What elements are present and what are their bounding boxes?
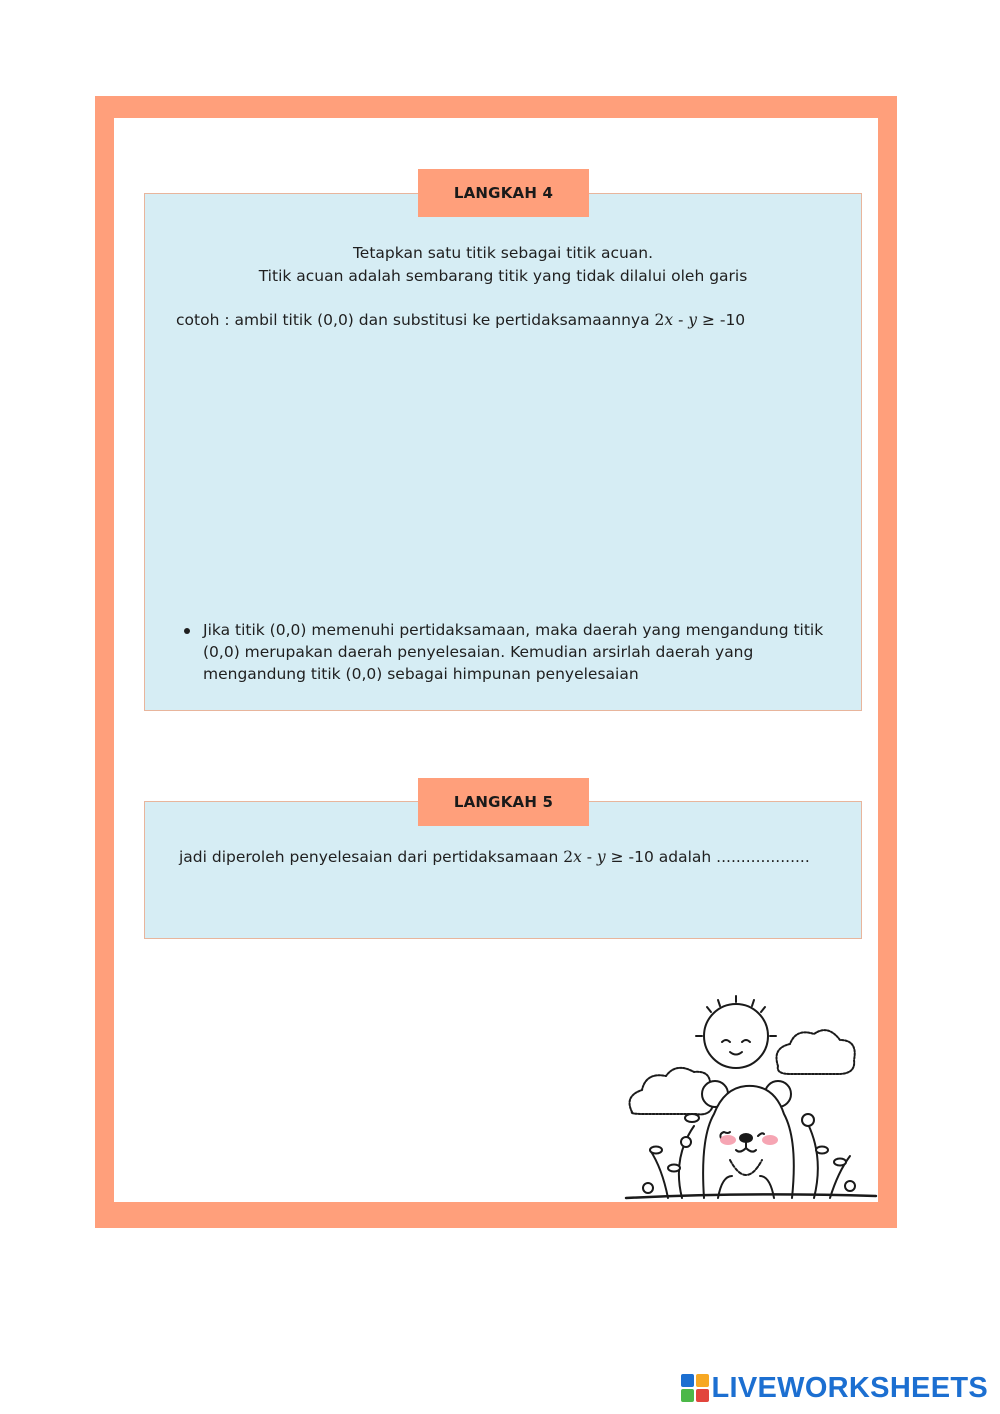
step4-title: LANGKAH 4	[418, 169, 589, 217]
ineq-coefficient: 2	[654, 311, 665, 329]
step4-inequality	[655, 311, 697, 329]
step5-inequality	[563, 848, 605, 866]
brand-name: LIVEWORKSHEETS	[711, 1372, 988, 1404]
ineq-minus: -	[581, 848, 597, 866]
ineq-x: x	[573, 848, 582, 866]
plant-icon	[802, 1114, 855, 1198]
ineq-rhs: ≥ -10	[697, 311, 746, 329]
bear-icon	[702, 1081, 794, 1198]
step4-example	[176, 309, 745, 332]
cloud-icon	[777, 1030, 855, 1074]
bear-illustration	[618, 990, 880, 1204]
sun-icon	[696, 996, 776, 1068]
step4-intro-line2: Titik acuan adalah sembarang titik yang tidak dilalui oleh garis	[258, 267, 748, 285]
brand-logo[interactable]	[681, 1373, 989, 1403]
bullet-icon	[184, 628, 190, 634]
step4-example-text: cotoh : ambil titik (0,0) dan substitusi ke pertidaksamaannya	[176, 311, 655, 329]
plant-icon	[643, 1114, 699, 1198]
step5-title: LANGKAH 5	[418, 778, 589, 826]
step4-bullet-text: Jika titik (0,0) memenuhi pertidaksamaan, maka daerah yang mengandung titik (0,0) merupakan daerah penyelesaian. Kemudian arsirlah daerah yang mengandung titik (0,0) sebagai himpunan penyelesaian	[203, 621, 824, 683]
list-item	[180, 619, 830, 685]
ineq-coefficient: 2	[563, 848, 574, 866]
ineq-y: y	[688, 311, 698, 329]
step4-bullet-list	[180, 619, 830, 685]
step4-intro	[146, 242, 860, 288]
step5-answer-blank[interactable]: adalah ...................	[653, 848, 810, 866]
liveworksheets-logo-icon	[681, 1374, 709, 1402]
ineq-rhs: ≥ -10	[605, 848, 654, 866]
step5-conclusion	[179, 846, 810, 869]
ineq-x: x	[664, 311, 674, 329]
step5-conclusion-text: jadi diperoleh penyelesaian dari pertidaksamaan	[179, 848, 564, 866]
ineq-y: y	[596, 848, 606, 866]
ineq-minus: -	[673, 311, 689, 329]
step4-intro-line1: Tetapkan satu titik sebagai titik acuan.	[352, 244, 654, 262]
